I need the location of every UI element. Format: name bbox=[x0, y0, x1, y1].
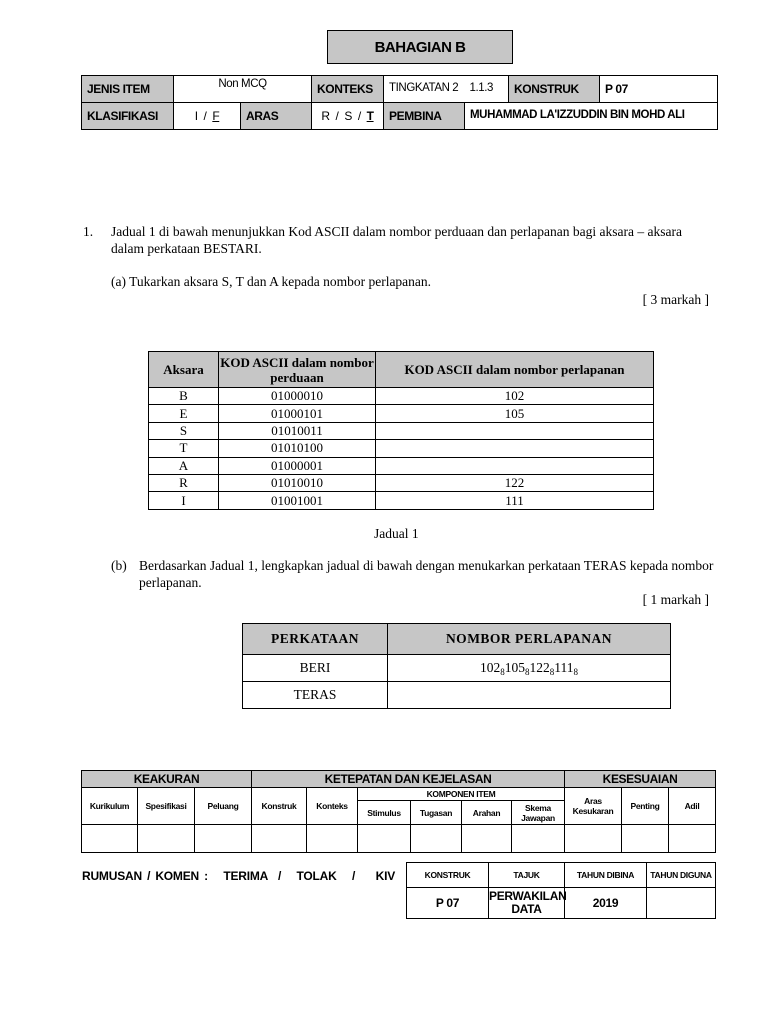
col-arahan: Arahan bbox=[462, 801, 512, 825]
construct-table bbox=[406, 862, 716, 919]
jenis-item-label: JENIS ITEM bbox=[81, 75, 174, 103]
cell-octal: 122 bbox=[376, 474, 654, 491]
base-subscript: 8 bbox=[573, 666, 578, 677]
rumusan-komen: RUMUSAN / KOMEN : TERIMA / TOLAK / KIV bbox=[82, 869, 396, 883]
group-kesesuaian: KESESUAIAN bbox=[565, 771, 716, 788]
cell-char: S bbox=[149, 422, 219, 439]
col-kurikulum: Kurikulum bbox=[82, 788, 138, 825]
header-tajuk: TAJUK bbox=[489, 863, 565, 888]
evaluation-input-row bbox=[82, 825, 716, 853]
jenis-item-value: Non MCQ bbox=[173, 75, 312, 103]
question-number: 1. bbox=[83, 224, 94, 239]
col-peluang: Peluang bbox=[195, 788, 252, 825]
word-conversion-table bbox=[242, 623, 671, 709]
section-title: BAHAGIAN B bbox=[327, 30, 513, 64]
aras-selected: T bbox=[366, 109, 374, 123]
octal-value: 105 bbox=[504, 659, 525, 675]
part-a-marks: [ 3 markah ] bbox=[642, 292, 709, 307]
value-konstruk: P 07 bbox=[407, 888, 489, 919]
cell-char: T bbox=[149, 440, 219, 457]
cell-binary: 01001001 bbox=[219, 492, 376, 509]
col-penting: Penting bbox=[622, 788, 669, 825]
value-tajuk: PERWAKILAN DATA bbox=[489, 888, 565, 919]
klasifikasi-options: I / bbox=[194, 109, 213, 123]
cell-octal-answer[interactable] bbox=[376, 440, 654, 457]
table-header-row bbox=[243, 624, 671, 655]
col-adil: Adil bbox=[669, 788, 716, 825]
cell-octal-sequence bbox=[388, 655, 671, 682]
cell-binary: 01010011 bbox=[219, 422, 376, 439]
table-row bbox=[149, 457, 654, 474]
cell-char: A bbox=[149, 457, 219, 474]
col-header-binary: KOD ASCII dalam nombor perduaan bbox=[219, 352, 376, 388]
octal-value: 122 bbox=[529, 659, 550, 675]
table-row bbox=[149, 388, 654, 405]
cell-octal: 105 bbox=[376, 405, 654, 422]
cell-char: R bbox=[149, 474, 219, 491]
octal-value: 111 bbox=[554, 659, 574, 675]
cell-char: I bbox=[149, 492, 219, 509]
input-cell[interactable] bbox=[252, 825, 307, 853]
col-header-octal: KOD ASCII dalam nombor perlapanan bbox=[376, 352, 654, 388]
col-header-aksara: Aksara bbox=[149, 352, 219, 388]
item-info-grid bbox=[81, 75, 718, 130]
cell-binary: 01000101 bbox=[219, 405, 376, 422]
input-cell[interactable] bbox=[138, 825, 195, 853]
cell-char: B bbox=[149, 388, 219, 405]
header-tahun-diguna: TAHUN DIGUNA bbox=[647, 863, 716, 888]
table-row bbox=[149, 405, 654, 422]
aras-value bbox=[311, 102, 384, 130]
table-row bbox=[149, 422, 654, 439]
pembina-value: MUHAMMAD LA'IZZUDDIN BIN MOHD ALI bbox=[464, 102, 718, 130]
cell-binary: 01000010 bbox=[219, 388, 376, 405]
klasifikasi-value bbox=[173, 102, 241, 130]
table-row bbox=[149, 474, 654, 491]
aras-label: ARAS bbox=[240, 102, 312, 130]
input-cell[interactable] bbox=[669, 825, 716, 853]
cell-binary: 01010010 bbox=[219, 474, 376, 491]
col-aras-kesukaran: Aras Kesukaran bbox=[565, 788, 622, 825]
cell-binary: 01000001 bbox=[219, 457, 376, 474]
pembina-label: PEMBINA bbox=[383, 102, 465, 130]
col-skema-jawapan: Skema Jawapan bbox=[512, 801, 565, 825]
input-cell[interactable] bbox=[411, 825, 462, 853]
col-tugasan: Tugasan bbox=[411, 801, 462, 825]
octal-value: 102 bbox=[480, 659, 501, 675]
konstruk-label: KONSTRUK bbox=[508, 75, 600, 103]
base-subscript: 8 bbox=[549, 666, 555, 677]
col-header-perkataan: PERKATAAN bbox=[243, 624, 388, 655]
input-cell[interactable] bbox=[512, 825, 565, 853]
input-cell[interactable] bbox=[307, 825, 358, 853]
group-keakuran: KEAKURAN bbox=[82, 771, 252, 788]
cell-answer[interactable] bbox=[388, 682, 671, 709]
part-b-marks: [ 1 markah ] bbox=[642, 592, 709, 607]
col-konteks: Konteks bbox=[307, 788, 358, 825]
klasifikasi-selected: F bbox=[212, 109, 220, 123]
cell-word: BERI bbox=[243, 655, 388, 682]
part-a-text: (a) Tukarkan aksara S, T dan A kepada nombor perlapanan. bbox=[111, 274, 432, 289]
cell-word: TERAS bbox=[243, 682, 388, 709]
col-spesifikasi: Spesifikasi bbox=[138, 788, 195, 825]
klasifikasi-label: KLASIFIKASI bbox=[81, 102, 174, 130]
cell-binary: 01010100 bbox=[219, 440, 376, 457]
ascii-code-table bbox=[148, 351, 654, 510]
cell-octal-answer[interactable] bbox=[376, 422, 654, 439]
part-b-label: (b) bbox=[111, 558, 127, 573]
group-ketepatan: KETEPATAN DAN KEJELASAN bbox=[252, 771, 565, 788]
input-cell[interactable] bbox=[358, 825, 411, 853]
table-caption: Jadual 1 bbox=[374, 526, 419, 541]
base-subscript: 8 bbox=[525, 666, 530, 677]
cell-char: E bbox=[149, 405, 219, 422]
part-b-text: Berdasarkan Jadual 1, lengkapkan jadual di bawah dengan menukarkan perkataan TERAS kepada nombor perlapanan. bbox=[139, 558, 714, 590]
konteks-label: KONTEKS bbox=[311, 75, 384, 103]
table-header-row bbox=[149, 352, 654, 388]
cell-octal: 111 bbox=[376, 492, 654, 509]
header-konstruk: KONSTRUK bbox=[407, 863, 489, 888]
konteks-value: TINGKATAN 2 1.1.3 bbox=[383, 75, 509, 103]
col-header-nombor: NOMBOR PERLAPANAN bbox=[388, 624, 671, 655]
table-row bbox=[243, 655, 671, 682]
col-stimulus: Stimulus bbox=[358, 801, 411, 825]
base-subscript: 8 bbox=[500, 666, 505, 677]
col-konstruk: Konstruk bbox=[252, 788, 307, 825]
cell-octal-answer[interactable] bbox=[376, 457, 654, 474]
value-tahun-diguna[interactable] bbox=[647, 888, 716, 919]
table-row bbox=[149, 492, 654, 509]
aras-options: R / S / bbox=[321, 109, 367, 123]
evaluation-table bbox=[81, 770, 716, 853]
komponen-item-header: KOMPONEN ITEM bbox=[358, 788, 565, 801]
input-cell[interactable] bbox=[565, 825, 622, 853]
header-tahun-dibina: TAHUN DIBINA bbox=[565, 863, 647, 888]
input-cell[interactable] bbox=[622, 825, 669, 853]
table-row bbox=[149, 440, 654, 457]
input-cell[interactable] bbox=[195, 825, 252, 853]
input-cell[interactable] bbox=[462, 825, 512, 853]
cell-octal: 102 bbox=[376, 388, 654, 405]
input-cell[interactable] bbox=[82, 825, 138, 853]
table-row bbox=[243, 682, 671, 709]
konstruk-value: P 07 bbox=[599, 75, 718, 103]
value-tahun-dibina: 2019 bbox=[565, 888, 647, 919]
question-text: Jadual 1 di bawah menunjukkan Kod ASCII dalam nombor perduaan dan perlapanan bagi aksara – aksara dalam perkataan BESTARI. bbox=[111, 224, 682, 256]
